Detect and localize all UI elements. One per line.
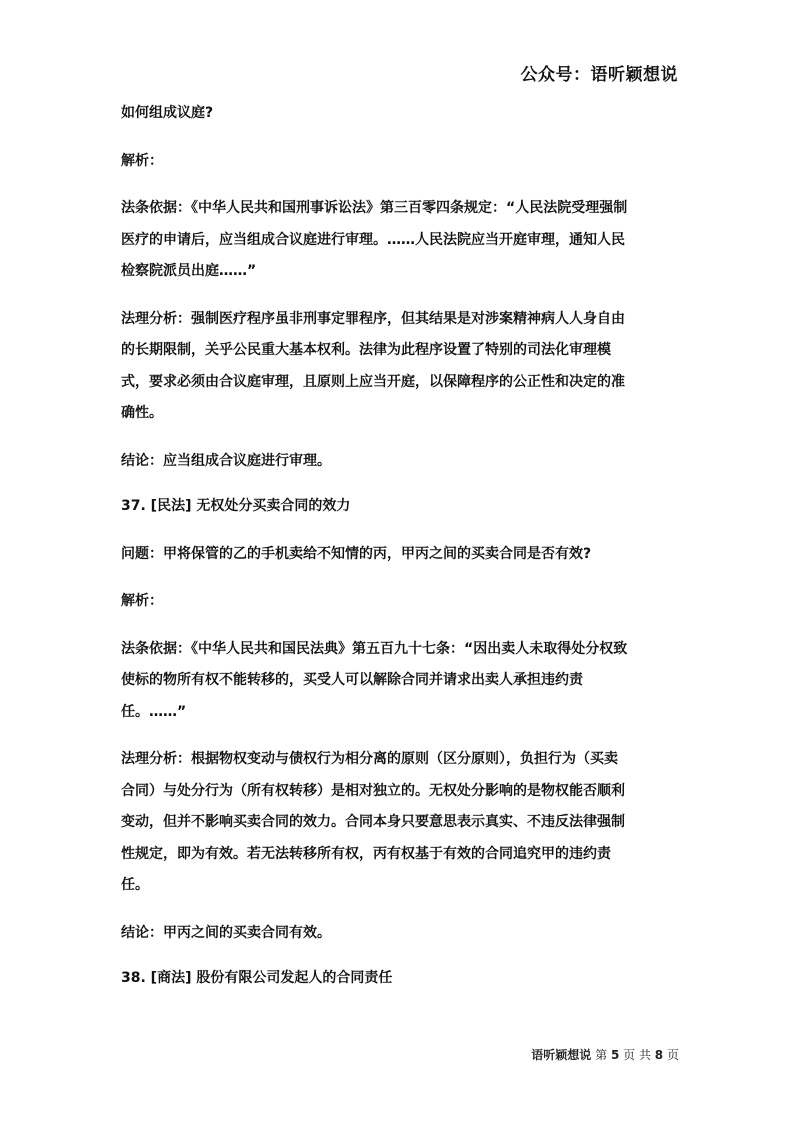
footer-brand: 语听颖想说: [531, 1048, 592, 1062]
analysis-heading: 解析：: [121, 593, 163, 609]
section-heading: 37. [民法] 无权处分买卖合同的效力: [121, 498, 351, 514]
page-number: 5: [610, 1048, 620, 1062]
document-body: [121, 98, 631, 995]
conclusion-paragraph: 结论：应当组成合议庭进行审理。: [121, 452, 331, 469]
section-heading: 38. [商法] 股份有限公司发起人的合同责任: [121, 970, 393, 986]
header-title: 公众号：语听颖想说: [520, 65, 678, 85]
legal-basis-paragraph: 法条依据：《中华人民共和国民法典》第五百九十七条：“因出卖人未取得处分权致使标的物所有权不能转移的，买受人可以解除合同并请求出卖人承担违约责任。……”: [121, 640, 628, 720]
question-paragraph: 问题：甲将保管的乙的手机卖给不知情的丙，甲丙之间的买卖合同是否有效?: [121, 545, 592, 562]
footer-pre: 第: [595, 1048, 608, 1062]
footer-mid: 页 共: [623, 1048, 651, 1062]
legal-basis-paragraph: 法条依据：《中华人民共和国刑事诉讼法》第三百零四条规定：“人民法院受理强制医疗的申请后，应当组成合议庭进行审理。……人民法院应当开庭审理，通知人民检察院派员出庭……”: [121, 200, 628, 279]
page-footer: [531, 1046, 679, 1063]
legal-analysis-paragraph: 法理分析：根据物权变动与债权行为相分离的原则（区分原则），负担行为（买卖合同）与处分行为（所有权转移）是相对独立的。无权处分影响的是物权能否顺利变动，但并不影响买卖合同的效力。合同本身只要意思表示真实、不违反法律强制性规定，即为有效。若无法转移所有权，丙有权基于有效的合同追究甲的违约责任。: [121, 751, 625, 893]
conclusion-paragraph: 结论：甲丙之间的买卖合同有效。: [121, 924, 331, 941]
page-total: 8: [654, 1048, 664, 1062]
analysis-heading: 解析：: [121, 152, 163, 169]
footer-post: 页: [666, 1048, 679, 1062]
legal-analysis-paragraph: 法理分析：强制医疗程序虽非刑事定罪程序，但其结果是对涉案精神病人人身自由的长期限制，关乎公民重大基本权利。法律为此程序设置了特别的司法化审理模式，要求必须由合议庭审理，且原则上应当开庭，以保障程序的公正性和决定的准确性。: [121, 310, 625, 421]
question-line: 如何组成议庭?: [121, 105, 214, 121]
